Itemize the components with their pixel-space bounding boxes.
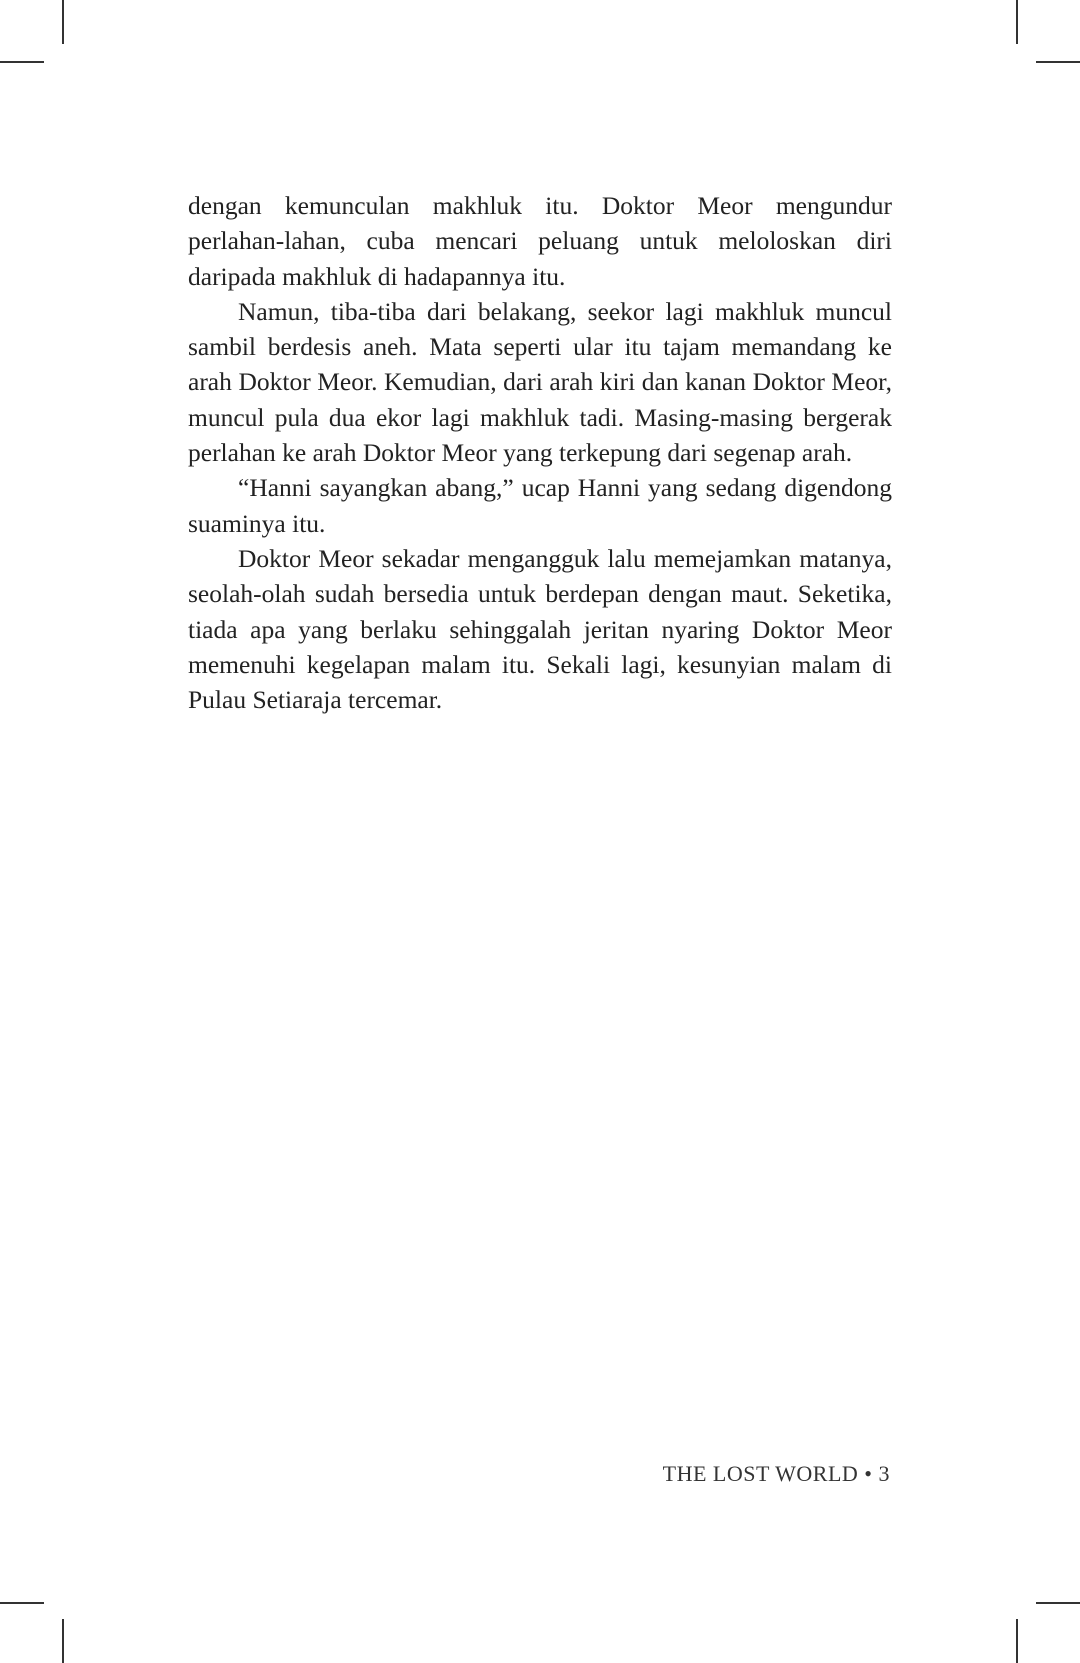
crop-mark-bottom-right-vertical [1016, 1619, 1018, 1663]
page-number: 3 [878, 1461, 890, 1486]
book-title: THE LOST WORLD [662, 1461, 859, 1486]
running-footer [663, 1461, 890, 1487]
body-text [188, 188, 892, 717]
crop-mark-top-left-horizontal [0, 61, 44, 63]
crop-mark-top-right-horizontal [1036, 61, 1080, 63]
paragraph-1: dengan kemunculan makhluk itu. Doktor Meor mengundur perlahan-lahan, cuba mencari peluang untuk meloloskan diri daripada makhluk di hadapannya itu. [188, 191, 892, 291]
crop-mark-bottom-left-vertical [62, 1619, 64, 1663]
crop-mark-top-left-vertical [62, 0, 64, 44]
paragraph-2: Namun, tiba-tiba dari belakang, seekor lagi makhluk muncul sambil berdesis aneh. Mata seperti ular itu tajam memandang ke arah Doktor Meor. Kemudian, dari arah kiri dan kanan Doktor Meor, muncul pula dua ekor lagi makhluk tadi. Masing-masing bergerak perlahan ke arah Doktor Meor yang terkepung dari segenap arah. [188, 296, 892, 468]
crop-mark-top-right-vertical [1016, 0, 1018, 44]
crop-mark-bottom-right-horizontal [1036, 1602, 1080, 1604]
paragraph-4: Doktor Meor sekadar mengangguk lalu memejamkan matanya, seolah-olah sudah bersedia untuk berdepan dengan maut. Seketika, tiada apa yang berlaku sehinggalah jeritan nyaring Doktor Meor memenuhi kegelapan malam itu. Sekali lagi, kesunyian malam di Pulau Setiaraja tercemar. [188, 543, 892, 715]
footer-separator: • [864, 1461, 873, 1486]
paragraph-3: “Hanni sayangkan abang,” ucap Hanni yang sedang digendong suaminya itu. [188, 473, 892, 538]
crop-mark-bottom-left-horizontal [0, 1602, 44, 1604]
